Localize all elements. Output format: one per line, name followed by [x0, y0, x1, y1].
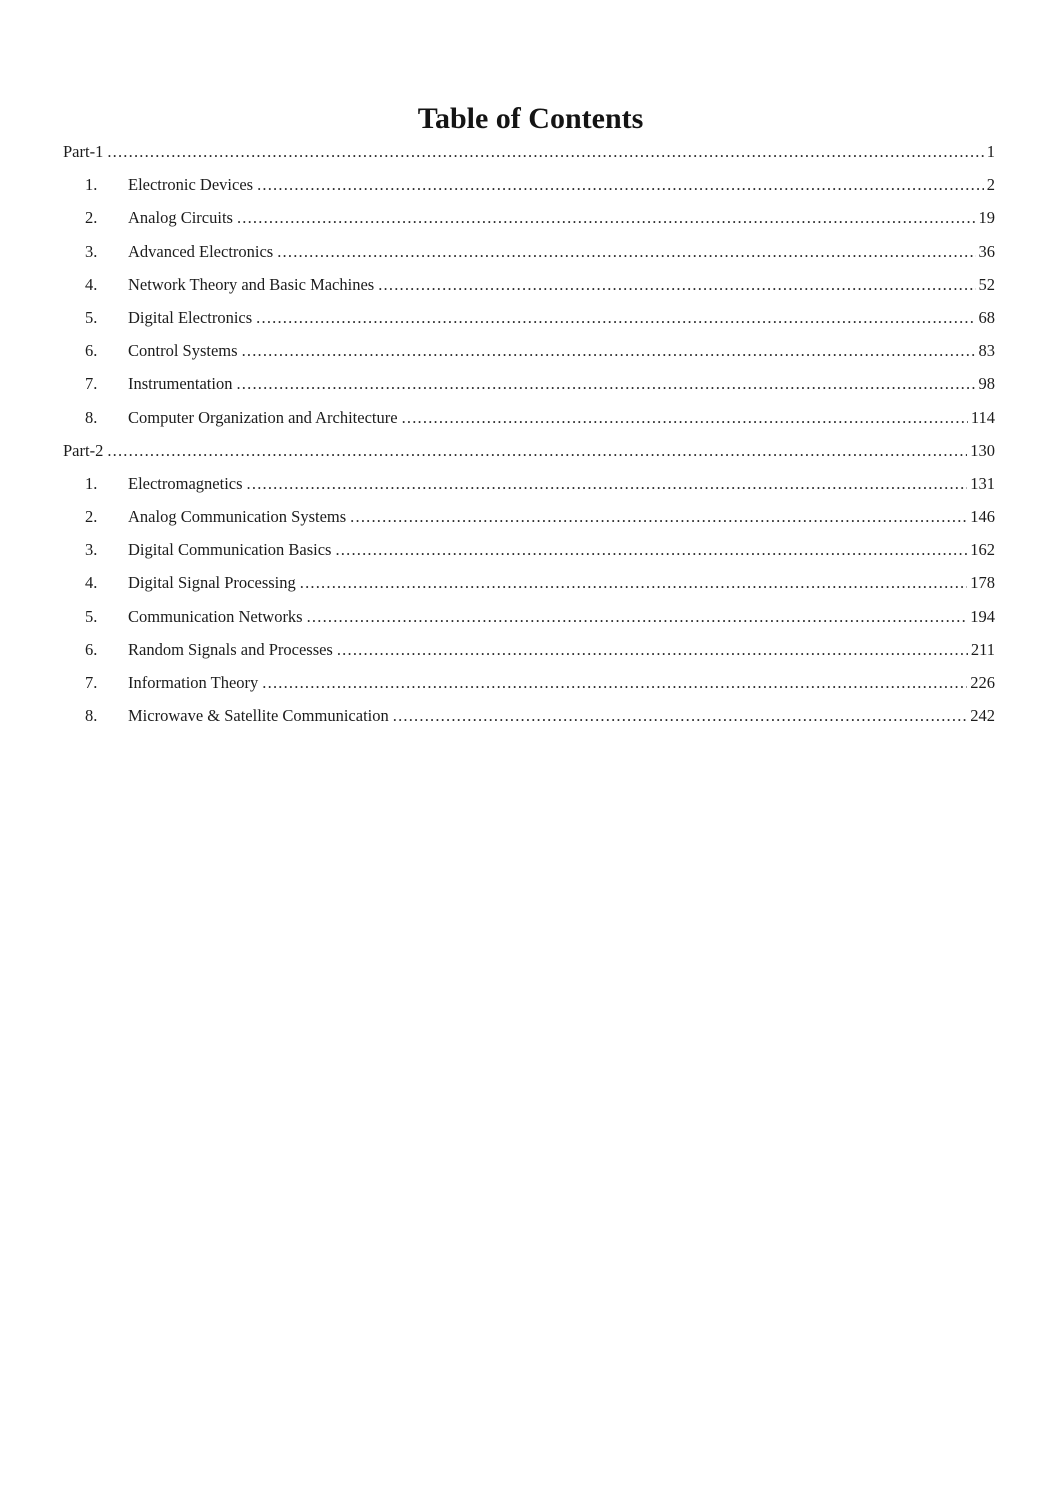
toc-part-entry[interactable] [63, 434, 995, 467]
toc-entry-label: Digital Signal Processing [128, 573, 296, 593]
toc-entry-number: 4. [85, 274, 98, 294]
toc-entry-page: 114 [970, 407, 995, 427]
toc-chapter-entry[interactable] [63, 201, 995, 234]
toc-chapter-entry[interactable] [63, 566, 995, 599]
toc-entry-label: Control Systems [128, 341, 238, 361]
toc-entry-label: Electronic Devices [128, 175, 254, 195]
toc-entry-page: 146 [970, 507, 995, 527]
toc-entry-page: 178 [970, 573, 995, 593]
dot-leader [402, 401, 968, 434]
toc-entry-page: 19 [978, 208, 995, 228]
toc-entry-number: 4. [85, 573, 98, 593]
toc-entry-page: 211 [970, 639, 995, 659]
toc-entry-page: 98 [978, 374, 995, 394]
toc-part-entry[interactable] [63, 135, 995, 168]
dot-leader [107, 434, 967, 467]
toc-entry-number: 5. [85, 307, 98, 327]
dot-leader [393, 699, 968, 732]
toc-entry-number: 7. [85, 374, 98, 394]
toc-chapter-entry[interactable] [63, 467, 995, 500]
toc-entry-label: Digital Communication Basics [128, 540, 332, 560]
toc-entry-label: Electromagnetics [128, 473, 243, 493]
toc-entry-number: 8. [85, 706, 98, 726]
dot-leader [307, 600, 968, 633]
dot-leader [337, 633, 968, 666]
toc-entry-page: 131 [970, 473, 995, 493]
toc-entry-number: 6. [85, 341, 98, 361]
toc-chapter-entry[interactable] [63, 367, 995, 400]
dot-leader [300, 566, 968, 599]
toc-entry-number: 6. [85, 639, 98, 659]
toc-entry-number: 1. [85, 175, 98, 195]
toc-entry-page: 2 [986, 175, 995, 195]
toc-chapter-entry[interactable] [63, 235, 995, 268]
dot-leader [237, 201, 976, 234]
toc-chapter-entry[interactable] [63, 334, 995, 367]
toc-entry-label: Analog Communication Systems [128, 507, 347, 527]
toc-entry-number: 3. [85, 241, 98, 261]
toc-entry-page: 36 [978, 241, 995, 261]
toc-chapter-entry[interactable] [63, 633, 995, 666]
toc-chapter-entry[interactable] [63, 533, 995, 566]
dot-leader [236, 367, 975, 400]
page-title: Table of Contents [417, 102, 644, 135]
toc-entry-page: 242 [970, 706, 995, 726]
table-of-contents [63, 135, 995, 732]
dot-leader [107, 135, 983, 168]
dot-leader [350, 500, 967, 533]
toc-entry-label: Part-1 [63, 142, 104, 161]
toc-entry-label: Part-2 [63, 440, 104, 460]
toc-chapter-entry[interactable] [63, 600, 995, 633]
toc-entry-page: 83 [978, 341, 995, 361]
toc-entry-label: Computer Organization and Architecture [128, 407, 398, 427]
toc-entry-number: 8. [85, 407, 98, 427]
toc-chapter-entry[interactable] [63, 268, 995, 301]
toc-chapter-entry[interactable] [63, 168, 995, 201]
toc-entry-label: Communication Networks [128, 606, 303, 626]
toc-chapter-entry[interactable] [63, 500, 995, 533]
toc-chapter-entry[interactable] [63, 401, 995, 434]
toc-entry-label: Analog Circuits [128, 208, 233, 228]
toc-entry-label: Digital Electronics [128, 307, 253, 327]
toc-entry-page: 1 [986, 142, 995, 161]
toc-entry-number: 2. [85, 507, 98, 527]
toc-entry-label: Advanced Electronics [128, 241, 274, 261]
dot-leader [247, 467, 968, 500]
toc-entry-number: 5. [85, 606, 98, 626]
toc-entry-number: 7. [85, 673, 98, 692]
dot-leader [242, 334, 976, 367]
toc-entry-page: 130 [970, 440, 995, 460]
toc-entry-page: 162 [970, 540, 995, 560]
toc-entry-number: 1. [85, 473, 98, 493]
toc-entry-page: 194 [970, 606, 995, 626]
dot-leader [335, 533, 967, 566]
toc-entry-label: Network Theory and Basic Machines [128, 274, 375, 294]
toc-entry-label: Instrumentation [128, 374, 233, 394]
toc-chapter-entry[interactable] [63, 699, 995, 732]
toc-entry-page: 52 [978, 274, 995, 294]
toc-entry-page: 226 [970, 673, 995, 692]
toc-entry-page: 68 [978, 307, 995, 327]
dot-leader [262, 666, 967, 699]
dot-leader [257, 168, 984, 201]
dot-leader [378, 268, 975, 301]
toc-entry-label: Random Signals and Processes [128, 639, 333, 659]
dot-leader [256, 301, 975, 334]
toc-entry-number: 3. [85, 540, 98, 560]
toc-entry-label: Information Theory [128, 673, 259, 692]
toc-chapter-entry[interactable] [63, 301, 995, 334]
toc-entry-label: Microwave & Satellite Communication [128, 706, 389, 726]
toc-entry-number: 2. [85, 208, 98, 228]
dot-leader [277, 235, 975, 268]
toc-chapter-entry[interactable] [63, 666, 995, 699]
